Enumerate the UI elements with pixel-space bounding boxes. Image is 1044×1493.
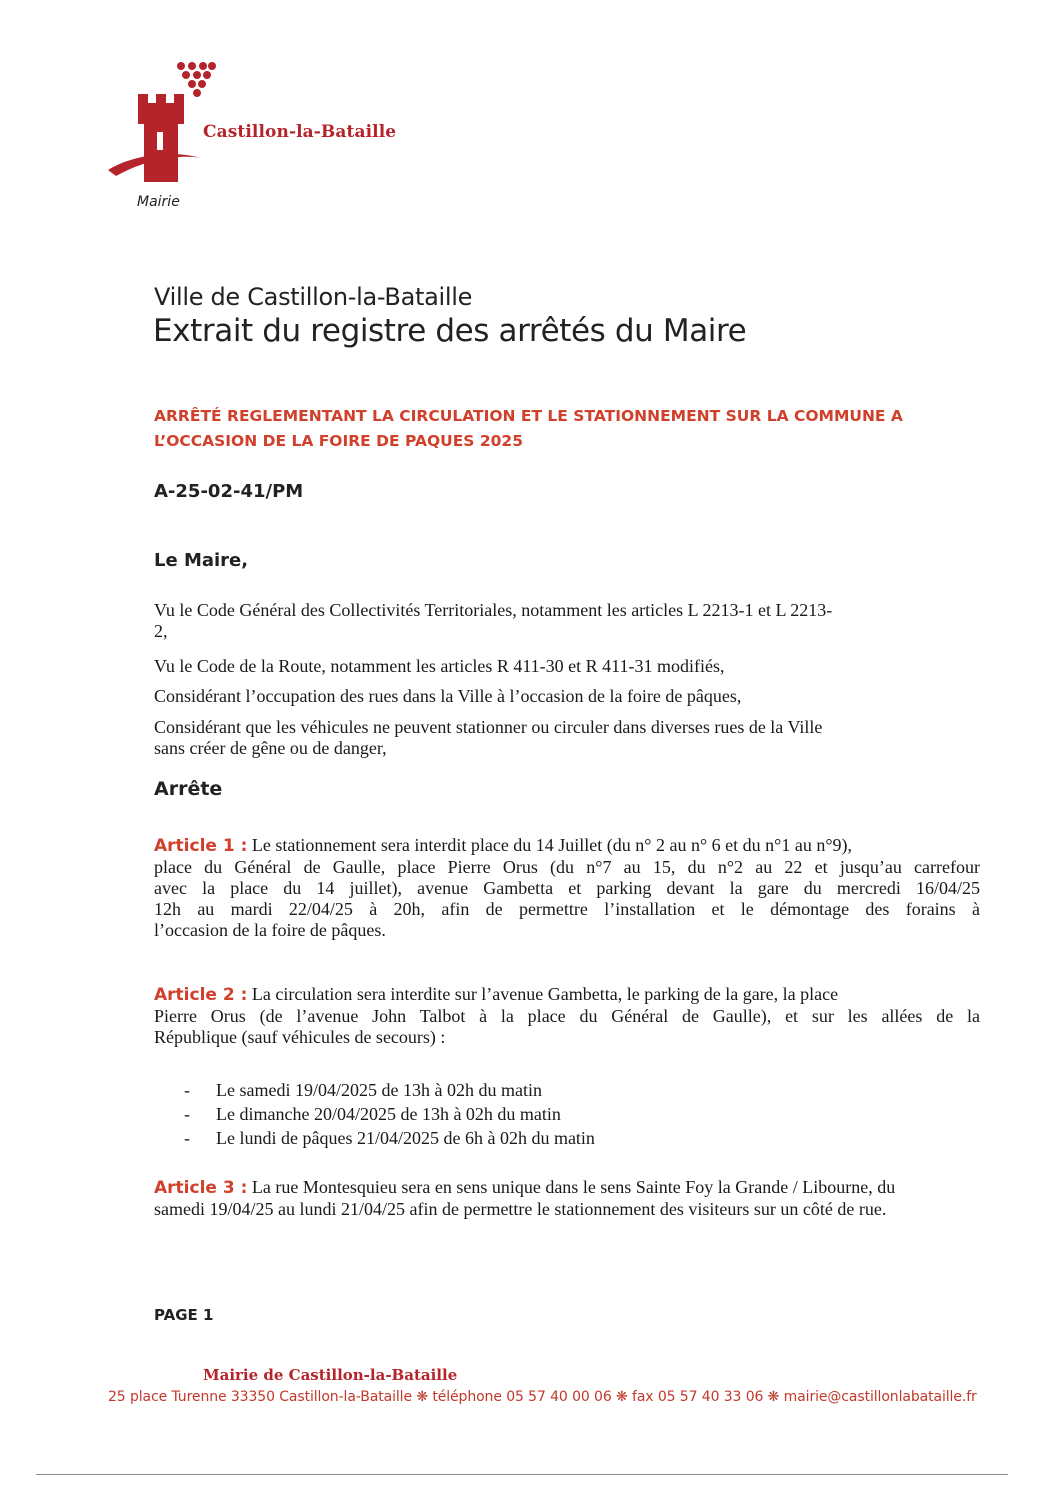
considerant-vehicules: [154, 717, 980, 759]
article-text: La circulation sera interdite sur l’avenue Gambetta, le parking de la gare, la place: [247, 984, 839, 1004]
list-item-text: Le samedi 19/04/2025 de 13h à 02h du matin: [216, 1080, 542, 1100]
text-line: l’occasion de la foire de pâques.: [154, 920, 386, 940]
text-line: samedi 19/04/25 au lundi 21/04/25 afin de permettre le stationnement des visiteurs sur un côté de rue.: [154, 1199, 887, 1219]
logo-name: Castillon-la-Bataille: [203, 122, 397, 142]
vu-cgct: [154, 600, 980, 642]
footer-address: 25 place Turenne 33350 Castillon-la-Bataille ❋ téléphone 05 57 40 00 06 ❋ fax 05 57 40 33 06 ❋ mairie@castillonlabataille.fr: [108, 1389, 977, 1405]
list-bullet: -: [184, 1104, 190, 1124]
article-1-label: Article 1 :: [154, 836, 248, 856]
text-line: 2,: [154, 621, 168, 641]
text-line: avec la place du 14 juillet), avenue Gambetta et parking devant la gare du mercredi 16/04/25: [154, 878, 980, 898]
text-line: place du Général de Gaulle, place Pierre Orus (du n°7 au 15, du n°2 au 22 et jusqu’au carrefour: [154, 857, 980, 877]
text-line: [154, 984, 980, 1006]
list-item-text: Le lundi de pâques 21/04/2025 de 6h à 02h du matin: [216, 1128, 595, 1148]
text-line: [154, 1177, 980, 1199]
article-2-label: Article 2 :: [154, 985, 248, 1005]
arrete-title-line: L’OCCASION DE LA FOIRE DE PAQUES 2025: [154, 432, 524, 450]
extrait-title: Extrait du registre des arrêtés du Maire: [153, 313, 747, 349]
article-2: [154, 984, 980, 1048]
article-text: La rue Montesquieu sera en sens unique dans le sens Sainte Foy la Grande / Libourne, du: [247, 1177, 896, 1197]
list-bullet: -: [184, 1128, 190, 1148]
le-maire-heading: Le Maire,: [154, 550, 249, 571]
text-line: République (sauf véhicules de secours) :: [154, 1027, 446, 1047]
arrete-title-line: ARRÊTÉ REGLEMENTANT LA CIRCULATION ET LE STATIONNEMENT SUR LA COMMUNE A: [154, 407, 903, 425]
article-text: Le stationnement sera interdit place du 14 Juillet (du n° 2 au n° 6 et du n°1 au n°9),: [247, 835, 853, 855]
article-2-list: [184, 1078, 595, 1150]
article-3-label: Article 3 :: [154, 1178, 248, 1198]
footer-divider: [36, 1474, 1008, 1475]
text-line: Pierre Orus (de l’avenue John Talbot à la place du Général de Gaulle), et sur les allées de la: [154, 1006, 980, 1026]
list-item-text: Le dimanche 20/04/2025 de 13h à 02h du matin: [216, 1104, 561, 1124]
list-item: [184, 1078, 595, 1102]
list-bullet: -: [184, 1080, 190, 1100]
text-line: Considérant que les véhicules ne peuvent stationner ou circuler dans diverses rues de la Ville: [154, 717, 823, 737]
vu-code-route: Vu le Code de la Route, notamment les articles R 411-30 et R 411-31 modifiés,: [154, 656, 725, 676]
text-line: [154, 835, 980, 857]
footer-mairie-name: Mairie de Castillon-la-Bataille: [203, 1366, 458, 1384]
arrete-heading: Arrête: [154, 778, 223, 800]
article-3: [154, 1177, 980, 1220]
text-line: 12h au mardi 22/04/25 à 20h, afin de permettre l’installation et le démontage des forains à: [154, 899, 980, 919]
arrete-title: [154, 404, 982, 454]
page-number: PAGE 1: [154, 1306, 214, 1324]
list-item: [184, 1126, 595, 1150]
logo-subtitle: Mairie: [137, 194, 180, 210]
text-line: Vu le Code Général des Collectivités Territoriales, notamment les articles L 2213-1 et L 2213-: [154, 600, 833, 620]
ville-title: Ville de Castillon-la-Bataille: [154, 283, 473, 311]
text-line: sans créer de gêne ou de danger,: [154, 738, 387, 758]
arrete-reference: A-25-02-41/PM: [154, 481, 304, 502]
list-item: [184, 1102, 595, 1126]
considerant-occupation: Considérant l’occupation des rues dans la Ville à l’occasion de la foire de pâques,: [154, 686, 742, 706]
article-1: [154, 835, 980, 941]
